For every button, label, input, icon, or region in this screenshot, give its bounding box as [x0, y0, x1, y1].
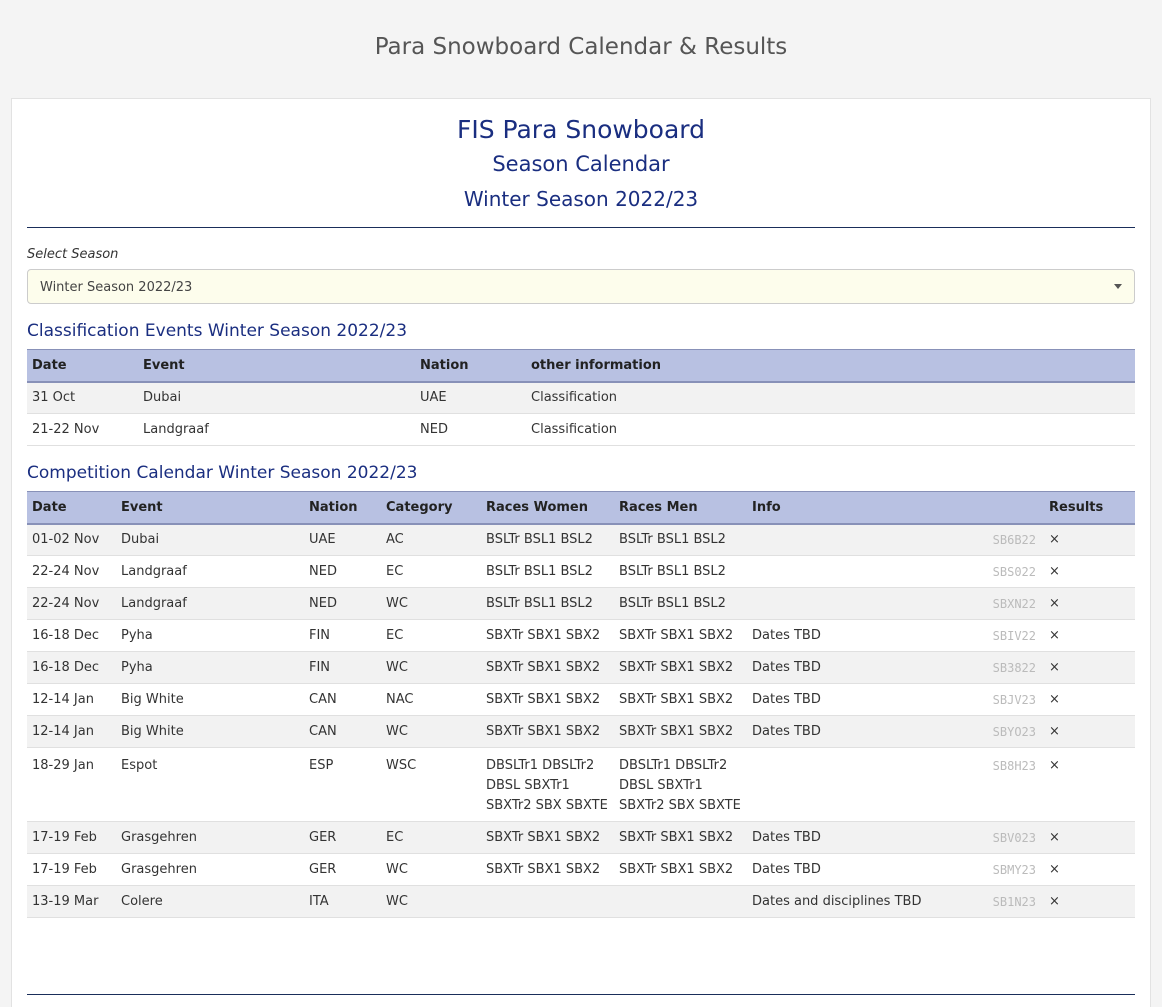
classification-header-row: [27, 350, 1135, 382]
results-close-icon[interactable]: ×: [1044, 854, 1135, 886]
category-cell: EC: [381, 620, 481, 652]
races-women-cell: SBXTr SBX1 SBX2: [481, 620, 614, 652]
results-close-icon[interactable]: ×: [1044, 524, 1135, 556]
season-select[interactable]: [27, 269, 1135, 304]
competition-table: [27, 491, 1135, 918]
races-men-cell: DBSLTr1 DBSLTr2 DBSL SBXTr1 SBXTr2 SBX SBXTE: [614, 748, 747, 822]
table-row: [27, 588, 1135, 620]
races-men-cell: [614, 886, 747, 918]
date-cell: 21-22 Nov: [27, 414, 138, 446]
event-cell: Landgraaf: [116, 588, 304, 620]
info-cell: Dates and disciplines TBD: [747, 886, 982, 918]
nation-cell: CAN: [304, 684, 381, 716]
table-row: [27, 652, 1135, 684]
event-code-link[interactable]: SBYO23: [982, 716, 1044, 748]
col-code: [982, 492, 1044, 524]
nation-cell: GER: [304, 854, 381, 886]
event-cell: Grasgehren: [116, 854, 304, 886]
results-close-icon[interactable]: ×: [1044, 620, 1135, 652]
event-code-link[interactable]: SB8H23: [982, 748, 1044, 822]
date-cell: 22-24 Nov: [27, 556, 116, 588]
category-cell: WC: [381, 652, 481, 684]
event-code-link[interactable]: SBIV22: [982, 620, 1044, 652]
event-cell: Grasgehren: [116, 822, 304, 854]
races-women-cell: DBSLTr1 DBSLTr2 DBSL SBXTr1 SBXTr2 SBX SBXTE: [481, 748, 614, 822]
event-cell: Espot: [116, 748, 304, 822]
nation-cell: FIN: [304, 620, 381, 652]
category-cell: AC: [381, 524, 481, 556]
calendar-card: [11, 98, 1151, 1007]
table-row: [27, 886, 1135, 918]
results-close-icon[interactable]: ×: [1044, 748, 1135, 822]
date-cell: 17-19 Feb: [27, 822, 116, 854]
nation-cell: CAN: [304, 716, 381, 748]
table-row: [27, 556, 1135, 588]
col-nation: Nation: [304, 492, 381, 524]
info-cell: Classification: [526, 414, 1135, 446]
info-cell: [747, 748, 982, 822]
results-close-icon[interactable]: ×: [1044, 588, 1135, 620]
table-row: [27, 684, 1135, 716]
date-cell: 16-18 Dec: [27, 620, 116, 652]
nation-cell: ITA: [304, 886, 381, 918]
season-select-value: Winter Season 2022/23: [40, 280, 193, 295]
nation-cell: FIN: [304, 652, 381, 684]
event-cell: Pyha: [116, 652, 304, 684]
col-nation: Nation: [415, 350, 526, 382]
races-men-cell: BSLTr BSL1 BSL2: [614, 588, 747, 620]
nation-cell: NED: [304, 556, 381, 588]
header-season: Winter Season 2022/23: [463, 187, 699, 211]
races-men-cell: SBXTr SBX1 SBX2: [614, 716, 747, 748]
nation-cell: ESP: [304, 748, 381, 822]
event-code-link[interactable]: SBS022: [982, 556, 1044, 588]
competition-header-row: [27, 492, 1135, 524]
table-row: [27, 854, 1135, 886]
races-women-cell: SBXTr SBX1 SBX2: [481, 684, 614, 716]
table-row: [27, 382, 1135, 414]
event-cell: Big White: [116, 684, 304, 716]
date-cell: 12-14 Jan: [27, 684, 116, 716]
info-cell: [747, 556, 982, 588]
info-cell: [747, 588, 982, 620]
races-men-cell: BSLTr BSL1 BSL2: [614, 556, 747, 588]
table-row: [27, 748, 1135, 822]
races-women-cell: BSLTr BSL1 BSL2: [481, 588, 614, 620]
results-close-icon[interactable]: ×: [1044, 886, 1135, 918]
page-title: Para Snowboard Calendar & Results: [374, 34, 788, 60]
info-cell: Dates TBD: [747, 854, 982, 886]
caret-down-icon: [1114, 284, 1122, 289]
nation-cell: GER: [304, 822, 381, 854]
header-title: FIS Para Snowboard: [456, 115, 706, 144]
date-cell: 22-24 Nov: [27, 588, 116, 620]
date-cell: 12-14 Jan: [27, 716, 116, 748]
table-row: [27, 524, 1135, 556]
date-cell: 31 Oct: [27, 382, 138, 414]
results-close-icon[interactable]: ×: [1044, 716, 1135, 748]
races-women-cell: BSLTr BSL1 BSL2: [481, 524, 614, 556]
col-category: Category: [381, 492, 481, 524]
info-cell: Classification: [526, 382, 1135, 414]
bottom-divider: [27, 994, 1135, 995]
nation-cell: UAE: [415, 382, 526, 414]
races-women-cell: SBXTr SBX1 SBX2: [481, 652, 614, 684]
classification-table: [27, 349, 1135, 446]
event-cell: Landgraaf: [138, 414, 415, 446]
info-cell: Dates TBD: [747, 620, 982, 652]
event-cell: Big White: [116, 716, 304, 748]
category-cell: WSC: [381, 748, 481, 822]
table-row: [27, 620, 1135, 652]
category-cell: NAC: [381, 684, 481, 716]
table-row: [27, 822, 1135, 854]
races-men-cell: BSLTr BSL1 BSL2: [614, 524, 747, 556]
category-cell: WC: [381, 588, 481, 620]
category-cell: WC: [381, 716, 481, 748]
races-men-cell: SBXTr SBX1 SBX2: [614, 652, 747, 684]
date-cell: 17-19 Feb: [27, 854, 116, 886]
info-cell: Dates TBD: [747, 716, 982, 748]
races-men-cell: SBXTr SBX1 SBX2: [614, 854, 747, 886]
col-event: Event: [116, 492, 304, 524]
races-women-cell: [481, 886, 614, 918]
event-code-link[interactable]: SBMY23: [982, 854, 1044, 886]
races-men-cell: SBXTr SBX1 SBX2: [614, 684, 747, 716]
event-cell: Pyha: [116, 620, 304, 652]
nation-cell: UAE: [304, 524, 381, 556]
col-date: Date: [27, 350, 138, 382]
results-close-icon[interactable]: ×: [1044, 822, 1135, 854]
col-races-women: Races Women: [481, 492, 614, 524]
results-close-icon[interactable]: ×: [1044, 652, 1135, 684]
info-cell: Dates TBD: [747, 652, 982, 684]
header-divider: [27, 227, 1135, 228]
col-races-men: Races Men: [614, 492, 747, 524]
races-women-cell: SBXTr SBX1 SBX2: [481, 822, 614, 854]
event-code-link[interactable]: SB1N23: [982, 886, 1044, 918]
col-event: Event: [138, 350, 415, 382]
races-women-cell: SBXTr SBX1 SBX2: [481, 854, 614, 886]
col-info: Info: [747, 492, 982, 524]
date-cell: 13-19 Mar: [27, 886, 116, 918]
event-code-link[interactable]: SBXN22: [982, 588, 1044, 620]
classification-title: Classification Events Winter Season 2022/23: [27, 321, 408, 341]
date-cell: 18-29 Jan: [27, 748, 116, 822]
event-code-link[interactable]: SB3822: [982, 652, 1044, 684]
event-code-link[interactable]: SBV023: [982, 822, 1044, 854]
season-select-label: Select Season: [27, 247, 119, 262]
results-close-icon[interactable]: ×: [1044, 556, 1135, 588]
col-results: Results: [1044, 492, 1135, 524]
event-code-link[interactable]: SBJV23: [982, 684, 1044, 716]
races-men-cell: SBXTr SBX1 SBX2: [614, 620, 747, 652]
info-cell: [747, 524, 982, 556]
col-other-info: other information: [526, 350, 1135, 382]
event-cell: Colere: [116, 886, 304, 918]
category-cell: WC: [381, 886, 481, 918]
date-cell: 16-18 Dec: [27, 652, 116, 684]
info-cell: Dates TBD: [747, 822, 982, 854]
info-cell: Dates TBD: [747, 684, 982, 716]
races-men-cell: SBXTr SBX1 SBX2: [614, 822, 747, 854]
competition-title: Competition Calendar Winter Season 2022/23: [27, 463, 418, 483]
results-close-icon[interactable]: ×: [1044, 684, 1135, 716]
nation-cell: NED: [304, 588, 381, 620]
event-cell: Dubai: [116, 524, 304, 556]
header-subtitle: Season Calendar: [492, 152, 670, 176]
col-date: Date: [27, 492, 116, 524]
nation-cell: NED: [415, 414, 526, 446]
races-women-cell: BSLTr BSL1 BSL2: [481, 556, 614, 588]
date-cell: 01-02 Nov: [27, 524, 116, 556]
category-cell: WC: [381, 854, 481, 886]
event-cell: Dubai: [138, 382, 415, 414]
races-women-cell: SBXTr SBX1 SBX2: [481, 716, 614, 748]
category-cell: EC: [381, 822, 481, 854]
event-cell: Landgraaf: [116, 556, 304, 588]
category-cell: EC: [381, 556, 481, 588]
event-code-link[interactable]: SB6B22: [982, 524, 1044, 556]
table-row: [27, 716, 1135, 748]
table-row: [27, 414, 1135, 446]
